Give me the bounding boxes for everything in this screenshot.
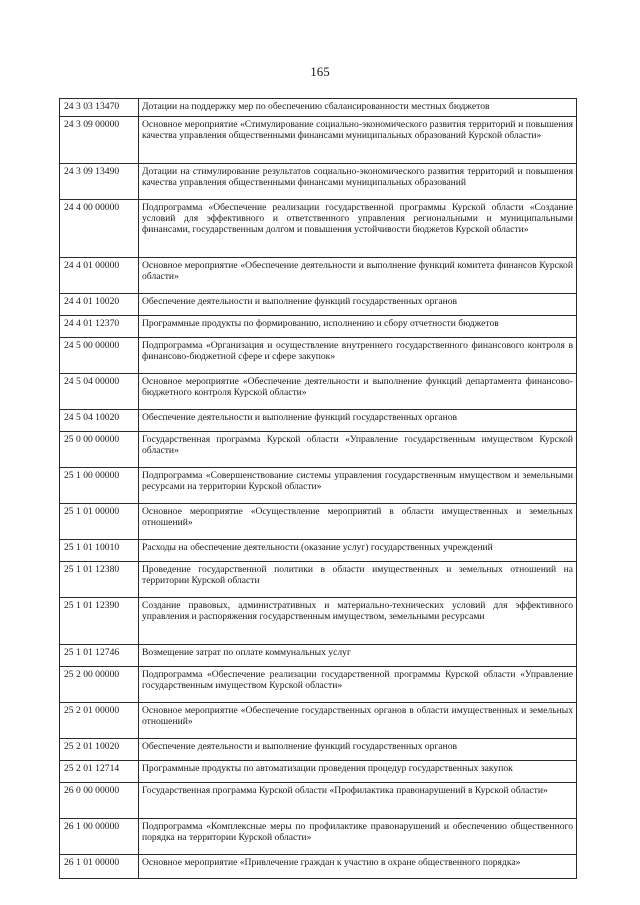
table-row [60, 819, 577, 855]
table-row [60, 562, 577, 598]
expense-description: Государственная программа Курской области «Профилактика правонарушений в Курской области» [139, 783, 577, 819]
expense-description: Основное мероприятие «Обеспечение деятельности и выполнение функций департамента финансово-бюджетного контроля Курской области» [139, 374, 577, 410]
classification-code: 24 3 09 00000 [60, 117, 139, 164]
classification-code: 24 4 01 12370 [60, 316, 139, 338]
page-number: 165 [310, 64, 330, 79]
expense-description: Подпрограмма «Совершенствование системы управления государственным имуществом и земельными ресурсами на территории Курской области» [139, 468, 577, 504]
table-row [60, 410, 577, 432]
classification-code: 24 4 00 00000 [60, 200, 139, 258]
expense-description: Подпрограмма «Комплексные меры по профилактике правонарушений и обеспечению общественного порядка на территории Курской области» [139, 819, 577, 855]
table-row [60, 468, 577, 504]
classification-code: 26 1 01 00000 [60, 855, 139, 879]
classification-code: 25 2 00 00000 [60, 667, 139, 703]
table-row [60, 374, 577, 410]
classification-code: 25 2 01 10020 [60, 739, 139, 761]
expense-description: Обеспечение деятельности и выполнение функций государственных органов [139, 410, 577, 432]
expense-description: Основное мероприятие «Привлечение граждан к участию в охране общественного порядка» [139, 855, 577, 879]
classification-code: 24 5 04 10020 [60, 410, 139, 432]
table-row [60, 504, 577, 540]
classification-code: 24 4 01 00000 [60, 258, 139, 294]
table-row [60, 316, 577, 338]
classification-code: 25 1 01 12390 [60, 598, 139, 645]
table-row [60, 117, 577, 164]
expense-description: Расходы на обеспечение деятельности (оказание услуг) государственных учреждений [139, 540, 577, 562]
table-row [60, 338, 577, 374]
expense-description: Основное мероприятие «Стимулирование социально-экономического развития территорий и повышения качества управления общественными финансами муниципальных образований Курской области» [139, 117, 577, 164]
table-row [60, 739, 577, 761]
classification-code: 26 0 00 00000 [60, 783, 139, 819]
classification-code: 24 5 00 00000 [60, 338, 139, 374]
classification-code: 26 1 00 00000 [60, 819, 139, 855]
classification-code: 25 0 00 00000 [60, 432, 139, 468]
table-row [60, 703, 577, 739]
expense-description: Подпрограмма «Организация и осуществление внутреннего государственного финансового контроля в финансово-бюджетной сфере и сфере закупок» [139, 338, 577, 374]
classification-code: 24 3 03 13470 [60, 99, 139, 117]
table-row [60, 294, 577, 316]
classification-code: 24 3 09 13490 [60, 164, 139, 200]
expense-description: Основное мероприятие «Обеспечение государственных органов в области имущественных и земельных отношений» [139, 703, 577, 739]
expense-description: Основное мероприятие «Обеспечение деятельности и выполнение функций комитета финансов Курской области» [139, 258, 577, 294]
classification-code: 25 2 01 00000 [60, 703, 139, 739]
classification-code: 24 4 01 10020 [60, 294, 139, 316]
table-row [60, 540, 577, 562]
expense-description: Возмещение затрат по оплате коммунальных услуг [139, 645, 577, 667]
table-row [60, 164, 577, 200]
table-row [60, 855, 577, 879]
expense-description: Подпрограмма «Обеспечение реализации государственной программы Курской области «Управление государственным имуществом Курской области» [139, 667, 577, 703]
expense-description: Обеспечение деятельности и выполнение функций государственных органов [139, 739, 577, 761]
expense-description: Проведение государственной политики в области имущественных и земельных отношений на территории Курской области [139, 562, 577, 598]
classification-code: 24 5 04 00000 [60, 374, 139, 410]
classification-code: 25 1 00 00000 [60, 468, 139, 504]
classification-code: 25 1 01 12746 [60, 645, 139, 667]
expense-description: Основное мероприятие «Осуществление мероприятий в области имущественных и земельных отношений» [139, 504, 577, 540]
budget-classification-table [59, 98, 577, 879]
expense-description: Подпрограмма «Обеспечение реализации государственной программы Курской области «Создание условий для эффективного и ответственного управления региональными и муниципальными финансами, государственным долгом и повышения устойчивости бюджетов Курской области» [139, 200, 577, 258]
table-row [60, 783, 577, 819]
classification-code: 25 2 01 12714 [60, 761, 139, 783]
table-row [60, 432, 577, 468]
table-body [60, 99, 577, 879]
classification-code: 25 1 01 10010 [60, 540, 139, 562]
table-row [60, 667, 577, 703]
expense-description: Создание правовых, административных и материально-технических условий для эффективного управления и распоряжения государственным имуществом, земельными ресурсами [139, 598, 577, 645]
table-row [60, 761, 577, 783]
table-row [60, 258, 577, 294]
table-row [60, 200, 577, 258]
expense-description: Программные продукты по формированию, исполнению и сбору отчетности бюджетов [139, 316, 577, 338]
classification-code: 25 1 01 00000 [60, 504, 139, 540]
expense-description: Дотации на стимулирование результатов социально-экономического развития территорий и повышения качества управления общественными финансами муниципальных образований [139, 164, 577, 200]
table-row [60, 99, 577, 117]
expense-description: Программные продукты по автоматизации проведения процедур государственных закупок [139, 761, 577, 783]
expense-description: Обеспечение деятельности и выполнение функций государственных органов [139, 294, 577, 316]
classification-code: 25 1 01 12380 [60, 562, 139, 598]
expense-description: Дотации на поддержку мер по обеспечению сбалансированности местных бюджетов [139, 99, 577, 117]
table-row [60, 598, 577, 645]
table-row [60, 645, 577, 667]
expense-description: Государственная программа Курской области «Управление государственным имуществом Курской области» [139, 432, 577, 468]
